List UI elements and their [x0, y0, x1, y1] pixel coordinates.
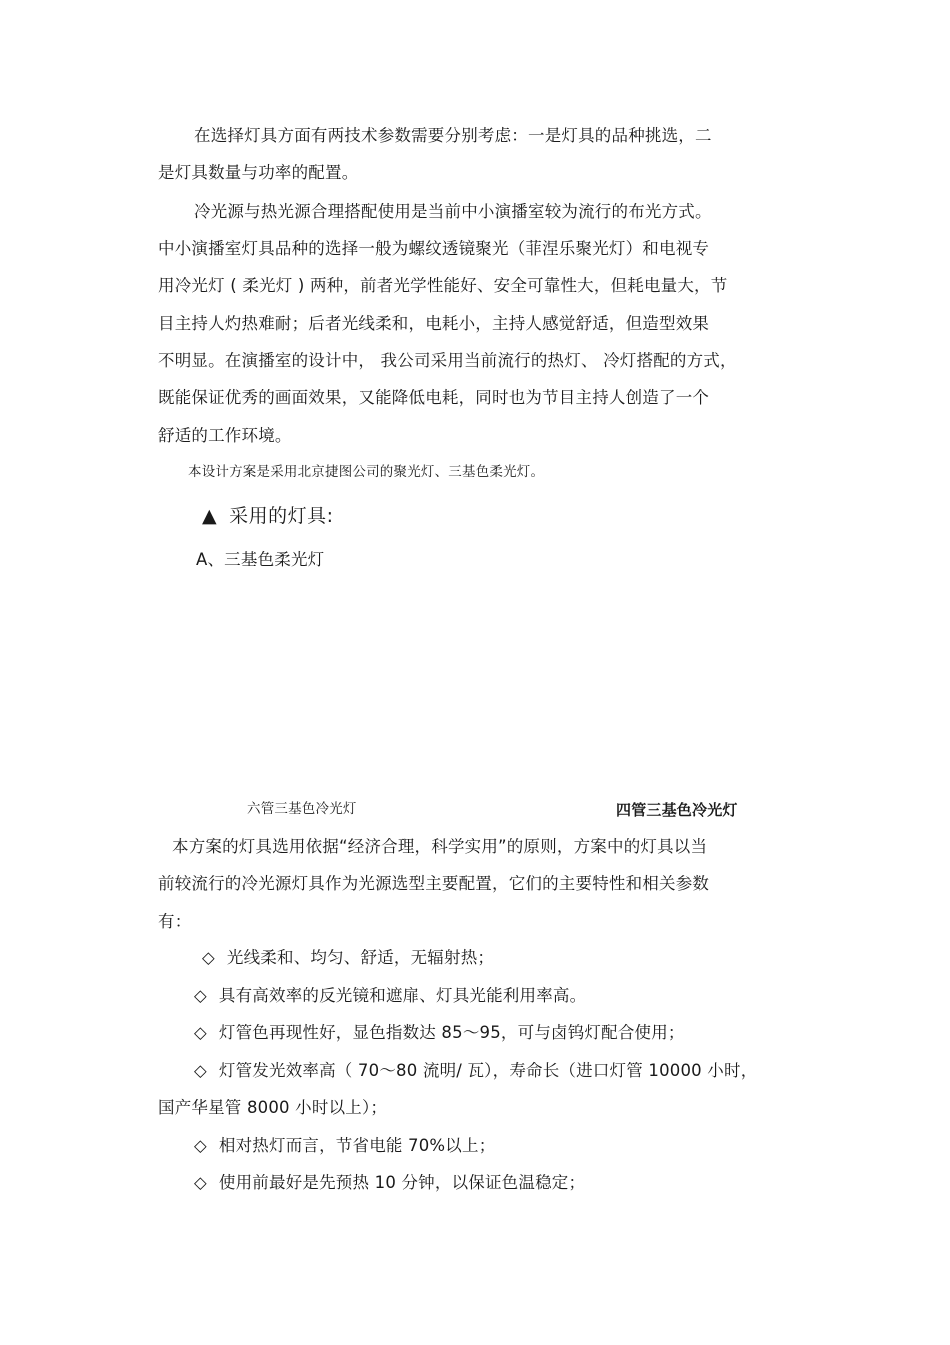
section-heading	[202, 505, 334, 527]
basis-line-3: 有：	[158, 912, 192, 931]
diamond-bullet-icon: ◇	[194, 1023, 207, 1042]
caption-six-tube-lamp: 六管三基色冷光灯	[247, 801, 357, 817]
basis-line-1: 本方案的灯具选用依据“经济合理，科学实用”的原则，方案中的灯具以当	[172, 837, 708, 856]
subsection-a: A、三基色柔光灯	[196, 550, 325, 569]
intro-paragraph-1-line-2: 是灯具数量与功率的配置。	[158, 163, 359, 182]
feature-item-5	[194, 1135, 495, 1157]
intro-paragraph-1-line-1: 在选择灯具方面有两技术参数需要分别考虑：一是灯具的品种挑选，二	[194, 126, 712, 145]
intro-paragraph-2-line-1: 冷光源与热光源合理搭配使用是当前中小演播室较为流行的布光方式。	[194, 202, 712, 221]
feature-text: 相对热灯而言，节省电能 70%以上；	[218, 1136, 496, 1155]
diamond-bullet-icon: ◇	[194, 986, 207, 1005]
basis-line-2: 前较流行的冷光源灯具作为光源选型主要配置，它们的主要特性和相关参数	[158, 874, 710, 893]
feature-item-6	[194, 1172, 585, 1194]
intro-paragraph-2-line-7: 舒适的工作环境。	[158, 426, 292, 445]
intro-paragraph-2-line-5: 不明显。在演播室的设计中， 我公司采用当前流行的热灯、 冷灯搭配的方式，	[158, 351, 737, 370]
feature-item-3	[194, 1022, 685, 1044]
feature-item-2	[194, 985, 586, 1007]
intro-paragraph-2-line-4: 目主持人灼热难耐；后者光线柔和，电耗小，主持人感觉舒适，但造型效果	[158, 314, 710, 333]
intro-paragraph-2-line-6: 既能保证优秀的画面效果，又能降低电耗，同时也为节目主持人创造了一个	[158, 388, 710, 407]
diamond-bullet-icon: ◇	[194, 1173, 207, 1192]
feature-text: 灯管发光效率高（ 70～80 流明/ 瓦），寿命长（进口灯管 10000 小时，	[218, 1061, 758, 1080]
feature-text: 光线柔和、均匀、舒适，无辐射热；	[226, 948, 495, 967]
intro-paragraph-2-line-2: 中小演播室灯具品种的选择一般为螺纹透镜聚光（菲涅乐聚光灯）和电视专	[158, 239, 710, 258]
intro-paragraph-2-line-3: 用冷光灯 ( 柔光灯 ) 两种，前者光学性能好、安全可靠性大，但耗电量大，节	[158, 276, 728, 295]
diamond-bullet-icon: ◇	[194, 1061, 207, 1080]
feature-item-4-continuation: 国产华星管 8000 小时以上）；	[158, 1098, 388, 1117]
feature-text: 具有高效率的反光镜和遮扉、灯具光能利用率高。	[218, 986, 587, 1005]
caption-four-tube-lamp: 四管三基色冷光灯	[616, 801, 738, 819]
feature-text: 灯管色再现性好，显色指数达 85～95，可与卤钨灯配合使用；	[218, 1023, 685, 1042]
feature-item-1	[202, 947, 494, 969]
feature-item-4	[194, 1060, 757, 1082]
diamond-bullet-icon: ◇	[202, 948, 215, 967]
diamond-bullet-icon: ◇	[194, 1136, 207, 1155]
feature-text: 使用前最好是先预热 10 分钟，以保证色温稳定；	[218, 1173, 586, 1192]
design-note: 本设计方案是采用北京捷图公司的聚光灯、三基色柔光灯。	[188, 464, 545, 480]
section-title: 采用的灯具:	[229, 505, 334, 527]
triangle-bullet-icon: ▲	[202, 505, 218, 527]
